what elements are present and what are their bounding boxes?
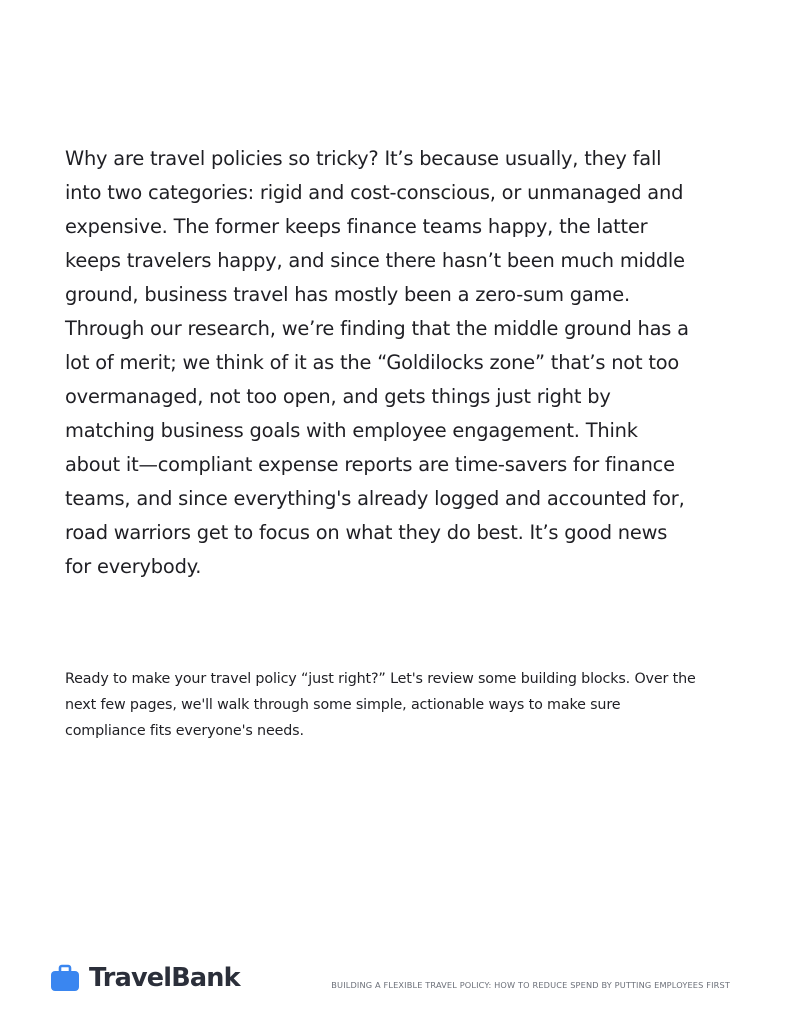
briefcase-icon xyxy=(50,963,80,993)
page-footer xyxy=(50,958,750,998)
travelbank-logo xyxy=(50,960,240,996)
brand-wordmark: TravelBank xyxy=(89,963,240,993)
document-title-caption: BUILDING A FLEXIBLE TRAVEL POLICY: HOW TO REDUCE SPEND BY PUTTING EMPLOYEES FIRST xyxy=(331,980,730,990)
lead-paragraph: Why are travel policies so tricky? It’s because usually, they fall into two categories: rigid and cost-conscious, or unmanaged and expensive. The former keeps finance teams happy, the latter keeps travelers happy, and since there hasn’t been much middle ground, business travel has mostly been a zero-sum game. Through our research, we’re finding that the middle ground has a lot of merit; we think of it as the “Goldilocks zone” that’s not too overmanaged, not too open, and gets things just right by matching business goals with employee engagement. Think about it—compliant expense reports are time-savers for finance teams, and since everything's already logged and accounted for, road warriors get to focus on what they do best. It’s good news for everybody. xyxy=(65,147,689,578)
cta-paragraph: Ready to make your travel policy “just right?” Let's review some building blocks. Over the next few pages, we'll walk through some simple, actionable ways to make sure compliance fits everyone's needs. xyxy=(65,671,696,739)
